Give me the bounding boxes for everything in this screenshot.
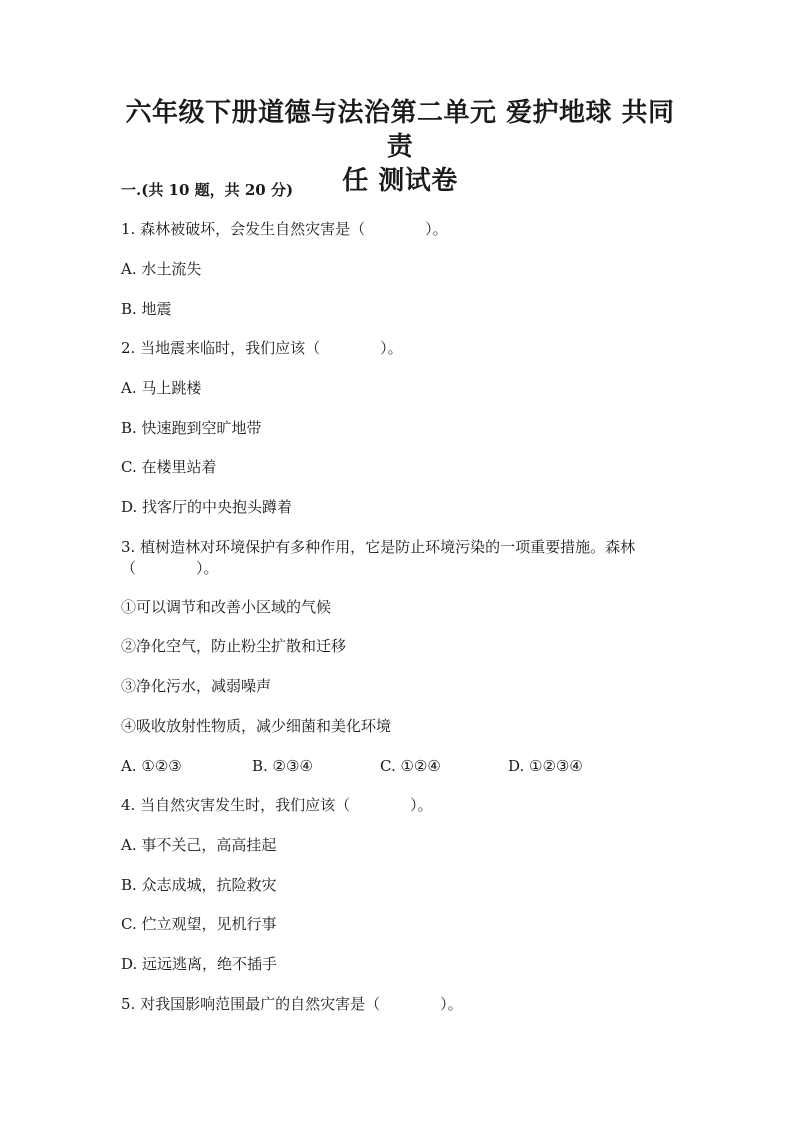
- question-3-option-c: C. ①②④: [380, 757, 441, 775]
- paper-title-line-2: 任 测试卷: [342, 166, 458, 196]
- question-3-statement-3: ③净化污水，减弱噪声: [121, 677, 272, 695]
- question-1-option-b: B. 地震: [121, 300, 172, 318]
- question-4-option-b: B. 众志成城，抗险救灾: [121, 876, 277, 894]
- question-2-option-d: D. 找客厅的中央抱头蹲着: [121, 498, 293, 516]
- question-2-option-b: B. 快速跑到空旷地带: [121, 419, 262, 437]
- section-header: 一.(共 10 题，共 20 分): [121, 181, 294, 199]
- question-3-stem-line-2: （ ）。: [121, 559, 219, 577]
- question-2-option-a: A. 马上跳楼: [121, 379, 202, 397]
- question-4-option-a: A. 事不关己，高高挂起: [121, 836, 277, 854]
- question-2-option-c: C. 在楼里站着: [121, 458, 217, 476]
- question-1-option-a: A. 水土流失: [121, 260, 202, 278]
- paper-title-line-1: 六年级下册道德与法治第二单元 爱护地球 共同责: [125, 98, 675, 162]
- question-3-statement-1: ①可以调节和改善小区域的气候: [121, 598, 332, 616]
- question-4-option-c: C. 伫立观望，见机行事: [121, 915, 277, 933]
- question-3-option-d: D. ①②③④: [508, 757, 583, 775]
- question-1-stem: 1. 森林被破坏，会发生自然灾害是（ ）。: [121, 220, 448, 238]
- question-3-options-row: [121, 756, 621, 776]
- question-3-stem-line-1: 3. 植树造林对环境保护有多种作用，它是防止环境污染的一项重要措施。森林: [121, 538, 636, 556]
- question-5-stem: 5. 对我国影响范围最广的自然灾害是（ ）。: [121, 995, 463, 1013]
- question-4-stem: 4. 当自然灾害发生时，我们应该（ ）。: [121, 796, 433, 814]
- question-3-option-b: B. ②③④: [252, 757, 313, 775]
- question-3-option-a: A. ①②③: [121, 757, 182, 775]
- question-2-stem: 2. 当地震来临时，我们应该（ ）。: [121, 339, 403, 357]
- question-4-option-d: D. 远远逃离，绝不插手: [121, 955, 278, 973]
- question-3-statement-4: ④吸收放射性物质，减少细菌和美化环境: [121, 717, 392, 735]
- question-3-statement-2: ②净化空气，防止粉尘扩散和迁移: [121, 637, 347, 655]
